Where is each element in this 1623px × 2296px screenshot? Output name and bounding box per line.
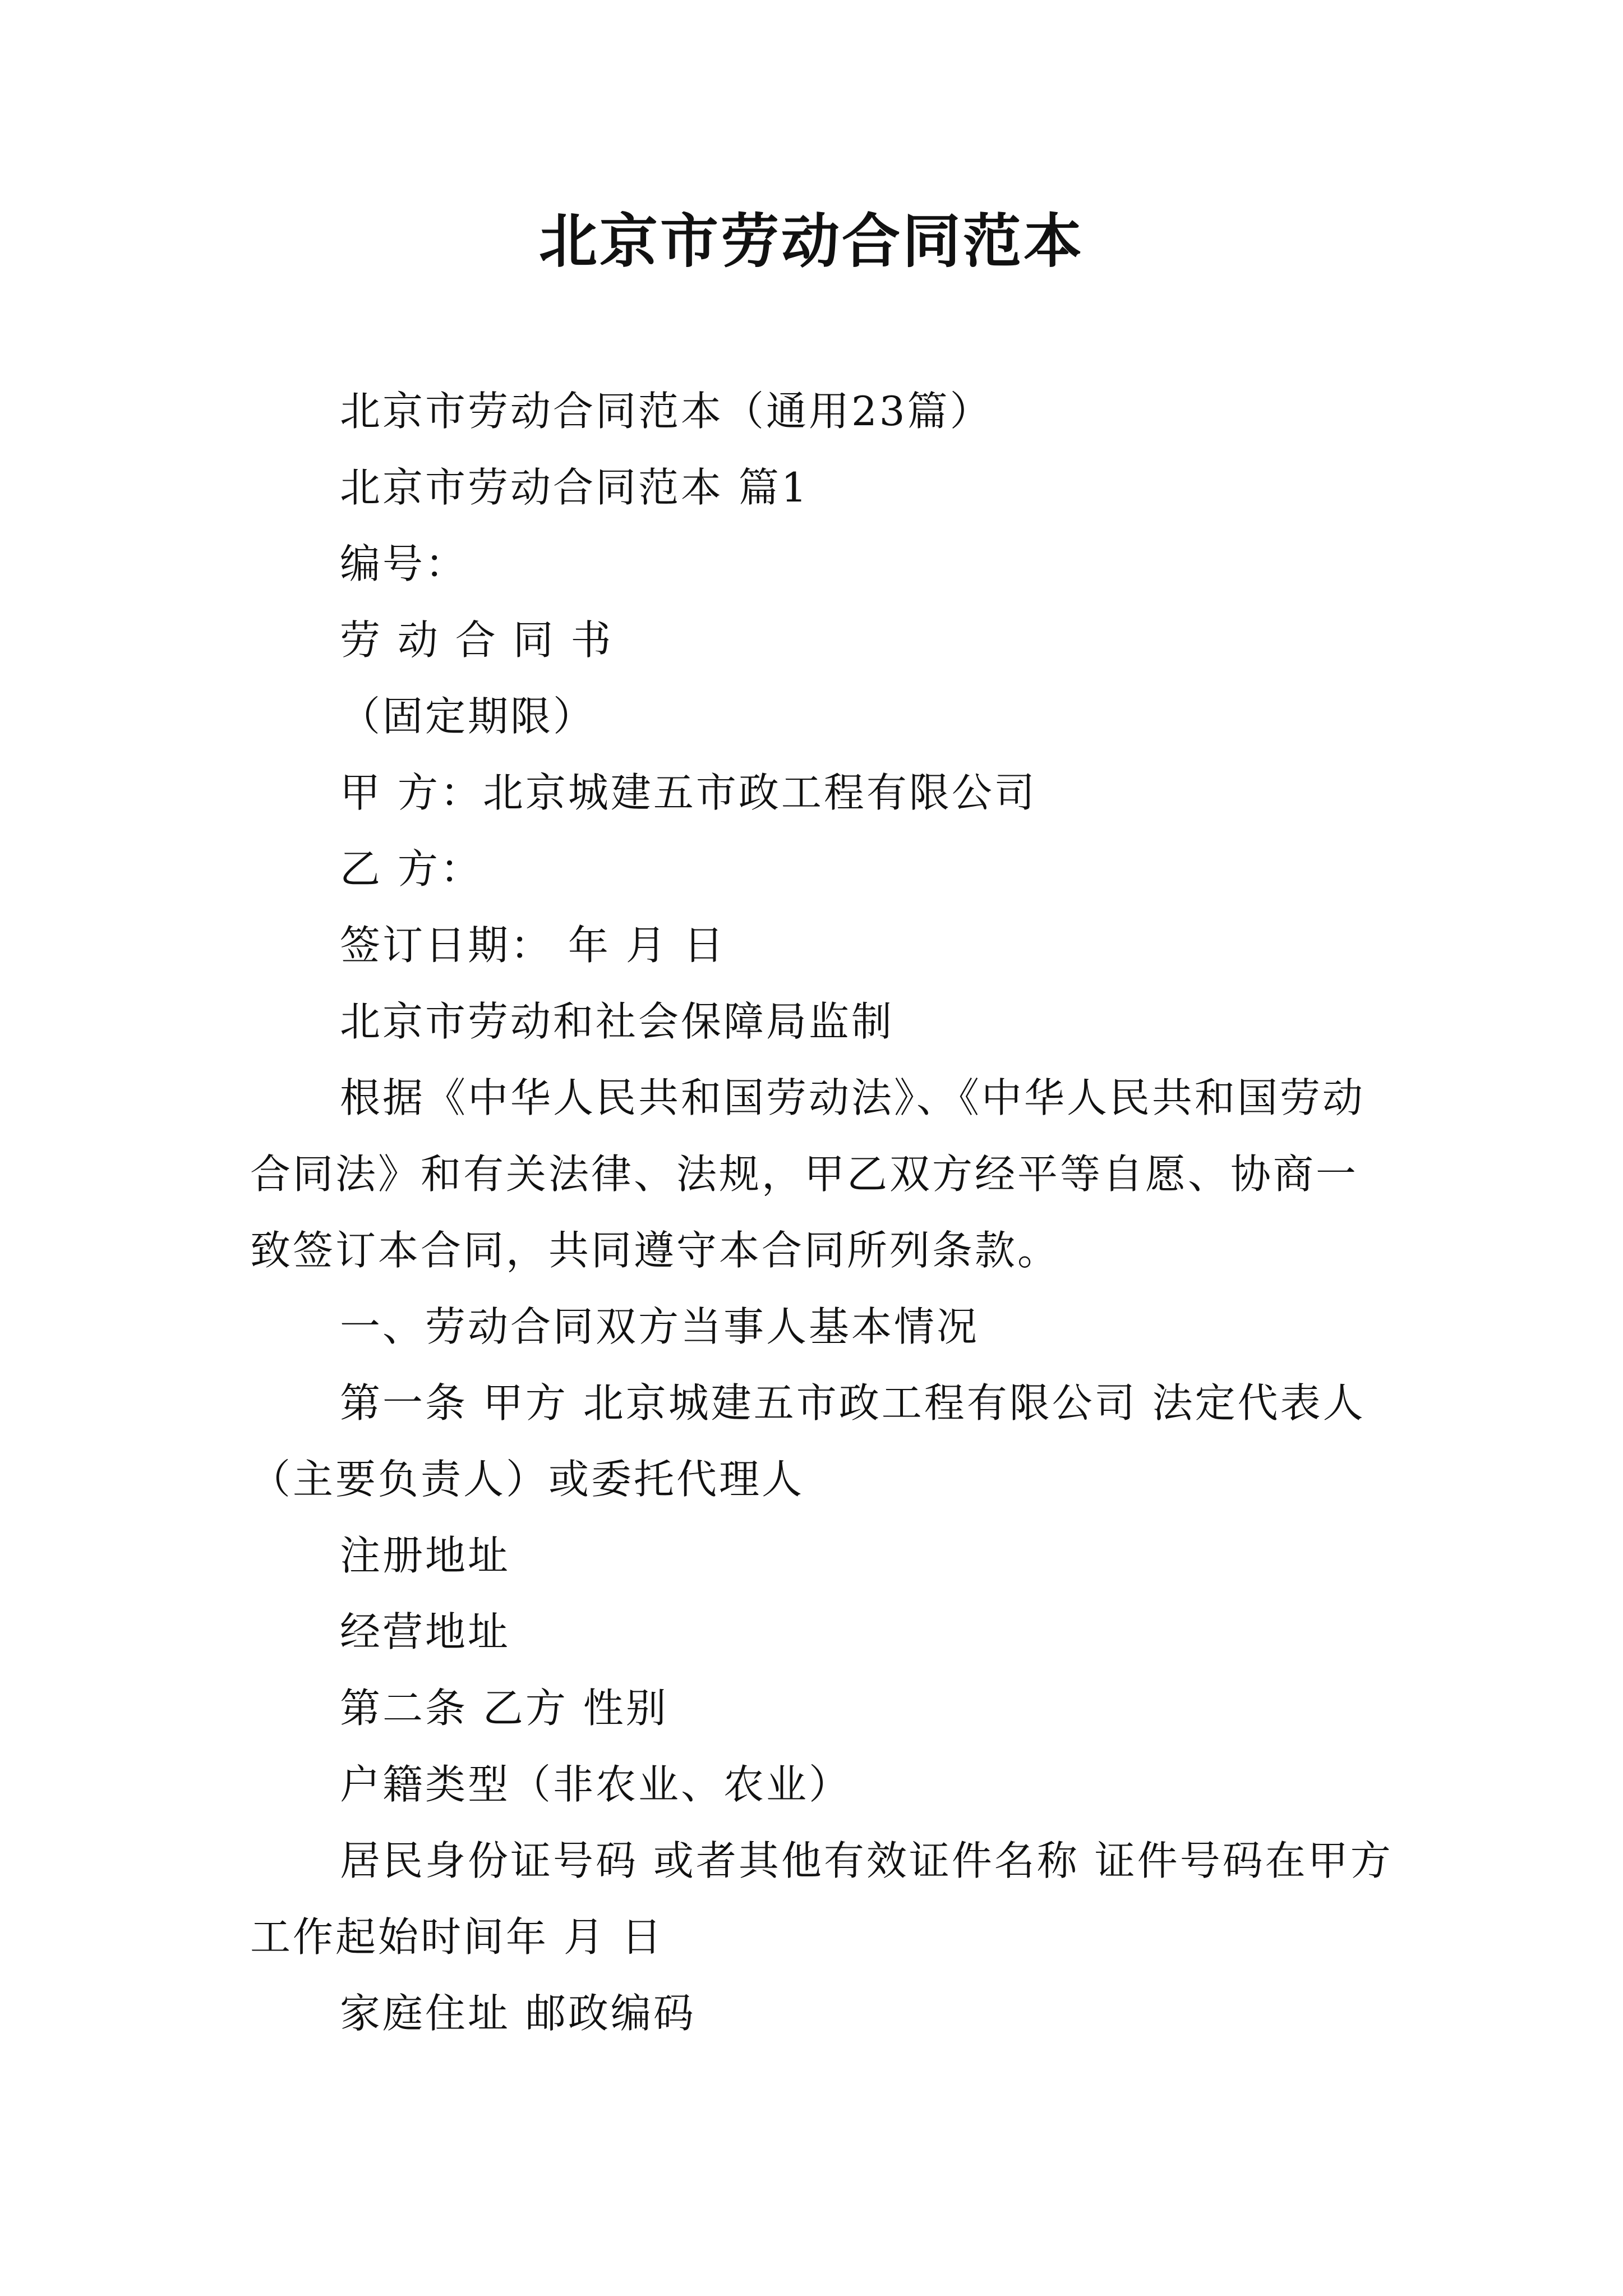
paragraph-article-two: 第二条 乙方 性别 [340,1685,668,1732]
paragraph-contract-book: 劳 动 合 同 书 [340,616,614,664]
document-title: 北京市劳动合同范本 [538,206,1084,275]
paragraph-number: 编号： [340,540,468,587]
paragraph-registered-address: 注册地址 [340,1532,511,1579]
paragraph-article-one: 第一条 甲方 北京城建五市政工程有限公司 法定代表人（主要负责人）或委托代理人 [250,1379,1366,1503]
paragraph-sign-date: 签订日期： 年 月 日 [340,922,726,969]
paragraph-article-heading: 北京市劳动合同范本 篇1 [340,464,809,511]
paragraph-fixed-term: （固定期限） [340,693,596,740]
paragraph-supervisor: 北京市劳动和社会保障局监制 [340,998,895,1045]
document-body [250,373,1394,2051]
paragraph-subtitle: 北京市劳动合同范本（通用23篇） [340,388,993,435]
paragraph-business-address: 经营地址 [340,1608,511,1655]
paragraph-section-one: 一、劳动合同双方当事人基本情况 [340,1303,980,1350]
paragraph-id-number: 居民身份证号码 或者其他有效证件名称 证件号码在甲方工作起始时间年 月 日 [250,1837,1393,1961]
paragraph-home-address: 家庭住址 邮政编码 [340,1990,696,2037]
paragraph-preamble: 根据《中华人民共和国劳动法》、《中华人民共和国劳动合同法》和有关法律、法规，甲乙双方经平等自愿、协商一致签订本合同，共同遵守本合同所列条款。 [250,1074,1366,1274]
paragraph-household-type: 户籍类型（非农业、农业） [340,1761,852,1808]
paragraph-party-a: 甲 方：北京城建五市政工程有限公司 [340,769,1037,816]
paragraph-party-b: 乙 方： [340,845,483,892]
